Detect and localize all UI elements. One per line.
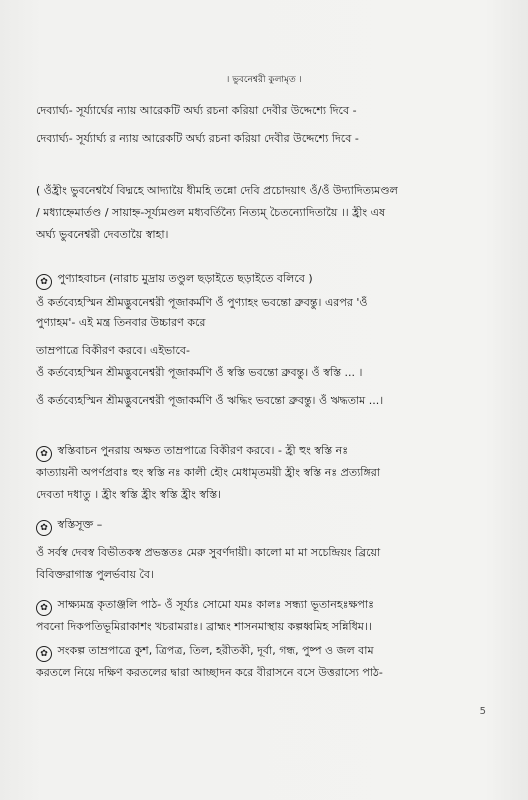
text-line: বিবিক্তরাগাস্ত পুলর্ভবায় বৈ। (36, 568, 154, 581)
section-heading (36, 272, 504, 290)
page-header: । ভুবনেশ্বরী কুলামৃত । (226, 75, 302, 85)
text-line: কাত্যায়নী অপর্ণপ্রবাঃ হুং স্বস্তি নঃ কালী হৌং মেধামৃতময়ী হ্রীং স্বস্তি নঃ প্রত্যঙ্গিরা (36, 466, 380, 479)
section-heading-text: পুণ্যাহবাচন (নারাচ মুদ্রায় তণ্ডুল ছড়াইতে ছড়াইতে বলিবে ) (57, 272, 313, 285)
text-line: তাম্রপাত্রে বিকীরণ করবে। এইভাবে- (36, 344, 190, 357)
text-line: পুণ্যাহম'- এই মন্ত্র তিনবার উচ্চারণ করে (36, 316, 206, 329)
section-heading-text: স্বস্তিবাচন পুনরায় অক্ষত তাম্রপাত্রে বিকীরণ করবে। - হ্রী হুং স্বস্তি নঃ (57, 444, 349, 457)
ornament-icon: ✿ (36, 274, 52, 290)
section-heading-text: স্বস্তিসূক্ত – (57, 518, 103, 531)
ornament-icon: ✿ (36, 600, 52, 616)
text-line: ওঁ সর্বস্ব দেবস্ব বিভীতকস্ব প্রভস্ততঃ মেরু সুবর্ণদায়ী। কালো মা মা সচেন্দ্রিয়ং ব্রিয়ো (36, 546, 381, 559)
text-line: ( ওঁহ্রীং ভুবনেশ্বর্যৈ বিদ্মহে আদ্যায়ৈ ধীমহি তন্নো দেবি প্রচোদয়াৎ ওঁ/ওঁ উদ্যাদিত্যমণ্ডল (36, 184, 398, 197)
text-line: ওঁ কর্তব্যেহস্মিন শ্রীমদ্ভুবনেশ্বরী পূজাকর্মণি ওঁ ঋদ্ধিং ভবন্তো ব্রুবন্তু। ওঁ ঋদ্ধতাম ...। (36, 394, 384, 407)
ornament-icon: ✿ (36, 646, 52, 662)
section-heading (36, 444, 504, 462)
section-heading (36, 644, 504, 662)
text-line: অর্ঘ্য ভুবনেশ্বরী দেবতায়ৈ স্বাহা। (36, 228, 169, 241)
text-line: দেব্যার্ঘ্য- সূর্য্যার্ঘের ন্যায় আরেকটি অর্ঘ্য রচনা করিয়া দেবীর উদ্দেশ্যে দিবে - (36, 104, 357, 117)
text-line: ওঁ কর্তব্যেহস্মিন শ্রীমদ্ভুবনেশ্বরী পূজাকর্মণি ওঁ স্বস্তি ভবন্তো ব্রুবন্তু। ওঁ স্বস্তি ... । (36, 366, 363, 379)
text-line: দেবতা দধাতু । হ্রীং স্বস্তি হ্রীং স্বস্তি হ্রীং স্বস্তি। (36, 488, 222, 501)
text-line: ওঁ কর্তব্যেহস্মিন শ্রীমদ্ভুবনেশ্বরী পূজাকর্মণি ওঁ পুণ্যাহং ভবন্তো ব্রুবন্তু। এরপর 'ওঁ (36, 296, 368, 309)
section-heading-text: সাক্ষ্যমন্ত্র কৃতাঞ্জলি পাঠ- ওঁ সূর্য্যঃ সোমো যমঃ কালঃ সন্ধ্যা ভূতানহঃক্ষপাঃ (57, 598, 374, 611)
ornament-icon: ✿ (36, 520, 52, 536)
text-line: দেব্যার্ঘ্য- সূর্য্যার্ঘ্য র ন্যায় আরেকটি অর্ঘ্য রচনা করিয়া দেবীর উদ্দেশ্যে দিবে - (36, 132, 359, 145)
ornament-icon: ✿ (36, 446, 52, 462)
text-line: করতলে নিয়ে দক্ষিণ করতলের দ্বারা আচ্ছাদন করে বীরাসনে বসে উত্তরাস্যে পাঠ- (36, 666, 383, 679)
page-number: 5 (479, 706, 486, 717)
section-heading (36, 598, 504, 616)
text-line: পবনো দিকপতিভূমিরাকাশং খচরামরাঃ। ব্রাহ্মং শাসনমাস্থায় কল্পধ্বমিহ সন্নিধিম।। (36, 620, 372, 633)
text-line: / মধ্যাহ্নেমার্তণ্ড / সায়াহ্ন-সূর্য্যমণ্ডল মধ্যবর্তিন্যৈ নিত্যম্ চৈতন্যোদিতায়ৈ ।। হ্রীং এষ (36, 206, 386, 219)
section-heading-text: সংকল্প তাম্রপাত্রে কুশ, ত্রিপত্র, তিল, হরীতকী, দূর্বা, গন্ধ, পুষ্প ও জল বাম (57, 644, 374, 657)
section-heading (36, 518, 504, 536)
